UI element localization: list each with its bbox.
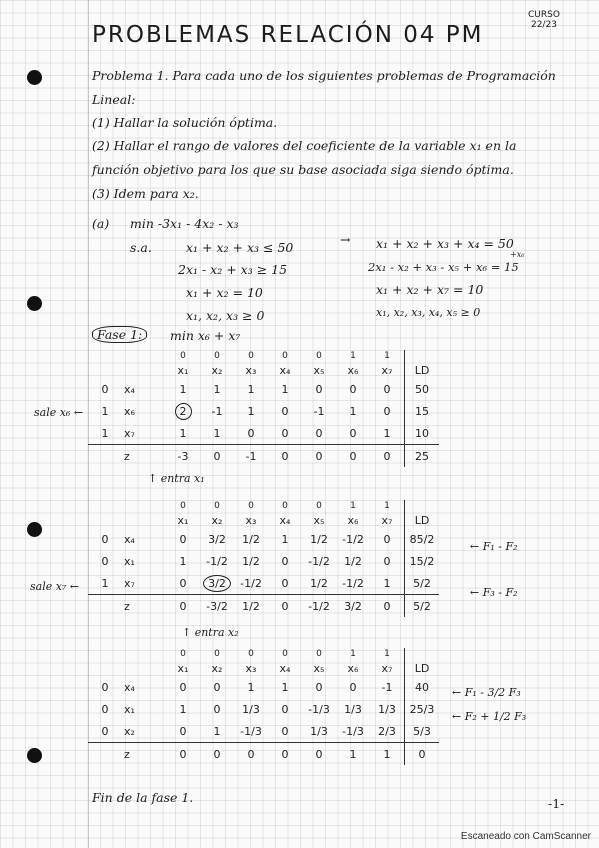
column-header: x₄ xyxy=(279,363,291,377)
table-cell: 0 xyxy=(370,595,405,618)
table-cell: 3/2 xyxy=(336,595,370,618)
column-header: x₃ xyxy=(245,513,257,527)
fase-1-objective: min x₆ + x₇ xyxy=(170,328,241,343)
standard-extra-var: +x₆ xyxy=(510,250,525,259)
cb-cell: 0 xyxy=(101,382,109,396)
table-cell: 0 xyxy=(166,743,200,766)
table-cell: 2/3 xyxy=(378,724,396,738)
basis-cell: x₁ xyxy=(124,554,135,568)
column-header: x₅ xyxy=(313,363,325,377)
curso-label: CURSO xyxy=(528,10,560,20)
entra-annotation-1: ↑ entra x₁ xyxy=(148,472,205,485)
table-cell: 0 xyxy=(281,724,289,738)
header-row xyxy=(88,512,439,528)
table-cell: 1/2 xyxy=(310,576,328,590)
table-cell: 0 xyxy=(268,445,302,468)
cost-cell: 0 xyxy=(248,501,254,511)
scanner-watermark: Escaneado con CamScanner xyxy=(460,831,591,842)
z-row xyxy=(88,445,439,468)
constraint-4: x₁, x₂, x₃ ≥ 0 xyxy=(186,308,265,323)
constraint-2: 2x₁ - x₂ + x₃ ≥ 15 xyxy=(178,262,288,277)
cost-row xyxy=(88,500,439,512)
table-cell: 0 xyxy=(405,743,440,766)
statement-item-2b: función objetivo para los que su base asociada siga siendo óptima. xyxy=(92,162,514,177)
cost-cell: 0 xyxy=(316,649,322,659)
column-header: LD xyxy=(405,362,440,378)
table-cell: 50 xyxy=(405,378,440,400)
table-cell: 1 xyxy=(247,404,255,418)
table-cell: 1/3 xyxy=(242,702,260,716)
simplex-tableau-1 xyxy=(88,350,439,467)
basis-cell: x₇ xyxy=(124,576,135,590)
binder-hole xyxy=(27,70,42,85)
cost-cell: 0 xyxy=(248,649,254,659)
cb-cell: 0 xyxy=(101,554,109,568)
table-cell: 1/3 xyxy=(344,702,362,716)
cost-cell: 0 xyxy=(214,501,220,511)
table-cell: 1 xyxy=(179,382,187,396)
table-cell: 1/2 xyxy=(344,554,362,568)
cost-cell: 1 xyxy=(384,649,390,659)
table-cell: 0 xyxy=(179,576,187,590)
standard-constraint-3: x₁ + x₂ + x₇ = 10 xyxy=(376,282,484,297)
column-header: x₇ xyxy=(381,513,393,527)
column-header: x₆ xyxy=(347,661,359,675)
cost-cell: 0 xyxy=(282,351,288,361)
table-cell: 1 xyxy=(383,426,391,440)
column-header: LD xyxy=(405,512,440,528)
table-cell: 0 xyxy=(200,445,234,468)
statement-line-1: Problema 1. Para cada uno de los siguientes problemas de Programación xyxy=(92,68,556,83)
table-cell: -1/3 xyxy=(342,724,364,738)
cost-cell: 0 xyxy=(248,351,254,361)
table-cell: 15 xyxy=(405,400,440,422)
table-row xyxy=(88,572,439,595)
basis-cell: x₇ xyxy=(124,426,135,440)
table-row xyxy=(88,550,439,572)
table-cell: 0 xyxy=(349,426,357,440)
table-cell: 0 xyxy=(179,724,187,738)
cb-cell: 1 xyxy=(101,404,109,418)
table-cell: 0 xyxy=(336,445,370,468)
table-cell: 15/2 xyxy=(405,550,440,572)
table-cell: 0 xyxy=(179,680,187,694)
table-cell: 1 xyxy=(281,532,289,546)
table-row xyxy=(88,698,439,720)
table-cell: 0 xyxy=(315,382,323,396)
table-cell: 0 xyxy=(383,404,391,418)
table-cell: 0 xyxy=(349,680,357,694)
table-cell: 0 xyxy=(179,532,187,546)
cost-cell: 0 xyxy=(282,501,288,511)
table-cell: 3/2 xyxy=(208,532,226,546)
table-cell: -1 xyxy=(211,404,223,418)
column-header: x₃ xyxy=(245,661,257,675)
table-cell: 0 xyxy=(200,743,234,766)
curso-year: 22/23 xyxy=(530,20,557,30)
table-cell: 0 xyxy=(213,680,221,694)
fase-1-end: Fin de la fase 1. xyxy=(92,790,194,805)
page-title: PROBLEMAS RELACIÓN 04 PM xyxy=(92,22,484,48)
problem-a-label: (a) xyxy=(92,216,110,231)
table-cell: -1/2 xyxy=(342,576,364,590)
table-cell: 85/2 xyxy=(405,528,440,550)
constraint-3: x₁ + x₂ = 10 xyxy=(186,285,263,300)
z-row xyxy=(88,595,439,618)
table-row xyxy=(88,720,439,743)
cost-cell: 1 xyxy=(350,649,356,659)
cost-cell: 0 xyxy=(214,649,220,659)
table-cell: 1/2 xyxy=(242,532,260,546)
column-header: x₅ xyxy=(313,661,325,675)
cb-cell: 0 xyxy=(101,702,109,716)
course-stamp xyxy=(528,10,560,30)
table-row xyxy=(88,378,439,400)
table-cell: 5/3 xyxy=(405,720,440,743)
standard-constraint-1: x₁ + x₂ + x₃ + x₄ = 50 xyxy=(376,236,514,251)
column-header: x₁ xyxy=(177,661,189,675)
table-cell: 0 xyxy=(213,702,221,716)
basis-cell: x₁ xyxy=(124,702,135,716)
column-header: x₆ xyxy=(347,513,359,527)
table-cell: 1 xyxy=(213,426,221,440)
column-header: x₇ xyxy=(381,661,393,675)
statement-item-3: (3) Idem para x₂. xyxy=(92,186,199,201)
table-cell: -1/3 xyxy=(240,724,262,738)
basis-cell: x₄ xyxy=(124,680,135,694)
table-cell: 1/2 xyxy=(234,595,268,618)
column-header: x₃ xyxy=(245,363,257,377)
table-cell: 5/2 xyxy=(405,595,440,618)
column-header: x₁ xyxy=(177,513,189,527)
table-cell: 1 xyxy=(179,702,187,716)
table-cell: 0 xyxy=(281,576,289,590)
table-cell: 1/2 xyxy=(242,554,260,568)
table-cell: 0 xyxy=(315,680,323,694)
table-cell: 1/2 xyxy=(310,532,328,546)
cost-cell: 1 xyxy=(350,501,356,511)
constraint-1: x₁ + x₂ + x₃ ≤ 50 xyxy=(186,240,294,255)
table-cell: 1 xyxy=(349,404,357,418)
table-row xyxy=(88,528,439,550)
binder-hole xyxy=(27,522,42,537)
standard-constraint-4: x₁, x₂, x₃, x₄, x₅ ≥ 0 xyxy=(376,306,481,319)
table-cell: 0 xyxy=(383,382,391,396)
cost-row xyxy=(88,350,439,362)
column-header: x₂ xyxy=(211,513,223,527)
entra-annotation-2: ↑ entra x₂ xyxy=(182,626,239,639)
cost-cell: 0 xyxy=(214,351,220,361)
cb-cell: 1 xyxy=(101,576,109,590)
table-cell: 0 xyxy=(281,554,289,568)
table-cell: 5/2 xyxy=(405,572,440,595)
table-cell: 1 xyxy=(247,680,255,694)
table-cell: -1/2 xyxy=(240,576,262,590)
column-header: x₄ xyxy=(279,513,291,527)
table-cell: 1 xyxy=(370,743,405,766)
table-cell: 10 xyxy=(405,422,440,445)
cb-cell: 0 xyxy=(101,724,109,738)
cb-cell: 0 xyxy=(101,680,109,694)
table-cell: 25/3 xyxy=(405,698,440,720)
table-cell: 1 xyxy=(281,680,289,694)
sale-annotation-2: sale x₇ ← xyxy=(30,580,80,593)
table-cell: 1/3 xyxy=(378,702,396,716)
table-cell: 0 xyxy=(268,595,302,618)
table-cell: 0 xyxy=(281,702,289,716)
table-cell: 0 xyxy=(349,382,357,396)
table-cell: 0 xyxy=(302,445,336,468)
table-cell: -1 xyxy=(313,404,325,418)
table-cell: 0 xyxy=(281,404,289,418)
row-op-f3-f2: ← F₃ - F₂ xyxy=(470,586,518,599)
table-cell: -3/2 xyxy=(200,595,234,618)
table-cell: -1 xyxy=(234,445,268,468)
basis-cell: x₄ xyxy=(124,532,135,546)
table-cell: 0 xyxy=(166,595,200,618)
basis-cell: x₄ xyxy=(124,382,135,396)
table-cell: 1 xyxy=(383,576,391,590)
table-cell: 0 xyxy=(268,743,302,766)
column-header: x₁ xyxy=(177,363,189,377)
basis-cell: x₆ xyxy=(124,404,135,418)
table-cell: 0 xyxy=(315,426,323,440)
cost-cell: 0 xyxy=(180,501,186,511)
column-header: x₂ xyxy=(211,363,223,377)
table-cell: 1 xyxy=(179,426,187,440)
cost-cell: 1 xyxy=(350,351,356,361)
statement-item-1: (1) Hallar la solución óptima. xyxy=(92,115,278,130)
header-row xyxy=(88,660,439,676)
z-row xyxy=(88,743,439,766)
row-op-f2-f3: ← F₂ + 1/2 F₃ xyxy=(452,710,527,723)
table-row xyxy=(88,400,439,422)
table-cell: 0 xyxy=(281,426,289,440)
cb-cell: 0 xyxy=(101,532,109,546)
cost-cell: 0 xyxy=(316,501,322,511)
header-row xyxy=(88,362,439,378)
table-cell: 1 xyxy=(213,382,221,396)
binder-hole xyxy=(27,296,42,311)
table-cell: 0 xyxy=(370,445,405,468)
cost-cell: 0 xyxy=(316,351,322,361)
z-label: z xyxy=(122,595,166,618)
problem-a-objective: min -3x₁ - 4x₂ - x₃ xyxy=(130,216,239,231)
sale-annotation-1: sale x₆ ← xyxy=(34,406,84,419)
cost-row xyxy=(88,648,439,660)
table-cell: 0 xyxy=(247,426,255,440)
table-row xyxy=(88,422,439,445)
statement-item-2a: (2) Hallar el rango de valores del coeficiente de la variable x₁ en la xyxy=(92,138,517,153)
z-label: z xyxy=(122,445,166,468)
pivot-cell: 2 xyxy=(175,403,192,420)
cost-cell: 0 xyxy=(282,649,288,659)
table-cell: -1 xyxy=(381,680,393,694)
simplex-tableau-3 xyxy=(88,648,439,765)
table-cell: 1 xyxy=(213,724,221,738)
statement-line-2: Lineal: xyxy=(92,92,136,107)
cost-cell: 0 xyxy=(180,351,186,361)
problem-a-st: s.a. xyxy=(130,240,152,255)
table-cell: 1 xyxy=(336,743,370,766)
table-cell: 40 xyxy=(405,676,440,698)
standard-constraint-2: 2x₁ - x₂ + x₃ - x₅ + x₆ = 15 xyxy=(368,260,519,274)
table-cell: 0 xyxy=(302,743,336,766)
fase-1-label: Fase 1: xyxy=(92,326,147,343)
table-cell: -3 xyxy=(166,445,200,468)
binder-hole xyxy=(27,748,42,763)
table-cell: 1 xyxy=(281,382,289,396)
row-op-f1-f3: ← F₁ - 3/2 F₃ xyxy=(452,686,521,699)
simplex-tableau-2 xyxy=(88,500,439,617)
table-cell: 1 xyxy=(247,382,255,396)
z-label: z xyxy=(122,743,166,766)
page-number: -1- xyxy=(548,796,565,811)
column-header: x₆ xyxy=(347,363,359,377)
basis-cell: x₂ xyxy=(124,724,135,738)
column-header: x₄ xyxy=(279,661,291,675)
table-cell: -1/2 xyxy=(206,554,228,568)
column-header: x₅ xyxy=(313,513,325,527)
table-cell: 0 xyxy=(383,554,391,568)
cb-cell: 1 xyxy=(101,426,109,440)
column-header: x₇ xyxy=(381,363,393,377)
column-header: LD xyxy=(405,660,440,676)
table-cell: 0 xyxy=(383,532,391,546)
table-cell: -1/3 xyxy=(308,702,330,716)
table-cell: -1/2 xyxy=(342,532,364,546)
standard-form-arrow: → xyxy=(340,232,351,247)
cost-cell: 1 xyxy=(384,351,390,361)
table-cell: 0 xyxy=(234,743,268,766)
cost-cell: 1 xyxy=(384,501,390,511)
row-op-f1-f2: ← F₁ - F₂ xyxy=(470,540,518,553)
table-cell: -1/2 xyxy=(302,595,336,618)
column-header: x₂ xyxy=(211,661,223,675)
table-row xyxy=(88,676,439,698)
table-cell: 1 xyxy=(179,554,187,568)
table-cell: -1/2 xyxy=(308,554,330,568)
table-cell: 25 xyxy=(405,445,440,468)
pivot-cell: 3/2 xyxy=(203,575,231,592)
cost-cell: 0 xyxy=(180,649,186,659)
table-cell: 1/3 xyxy=(310,724,328,738)
